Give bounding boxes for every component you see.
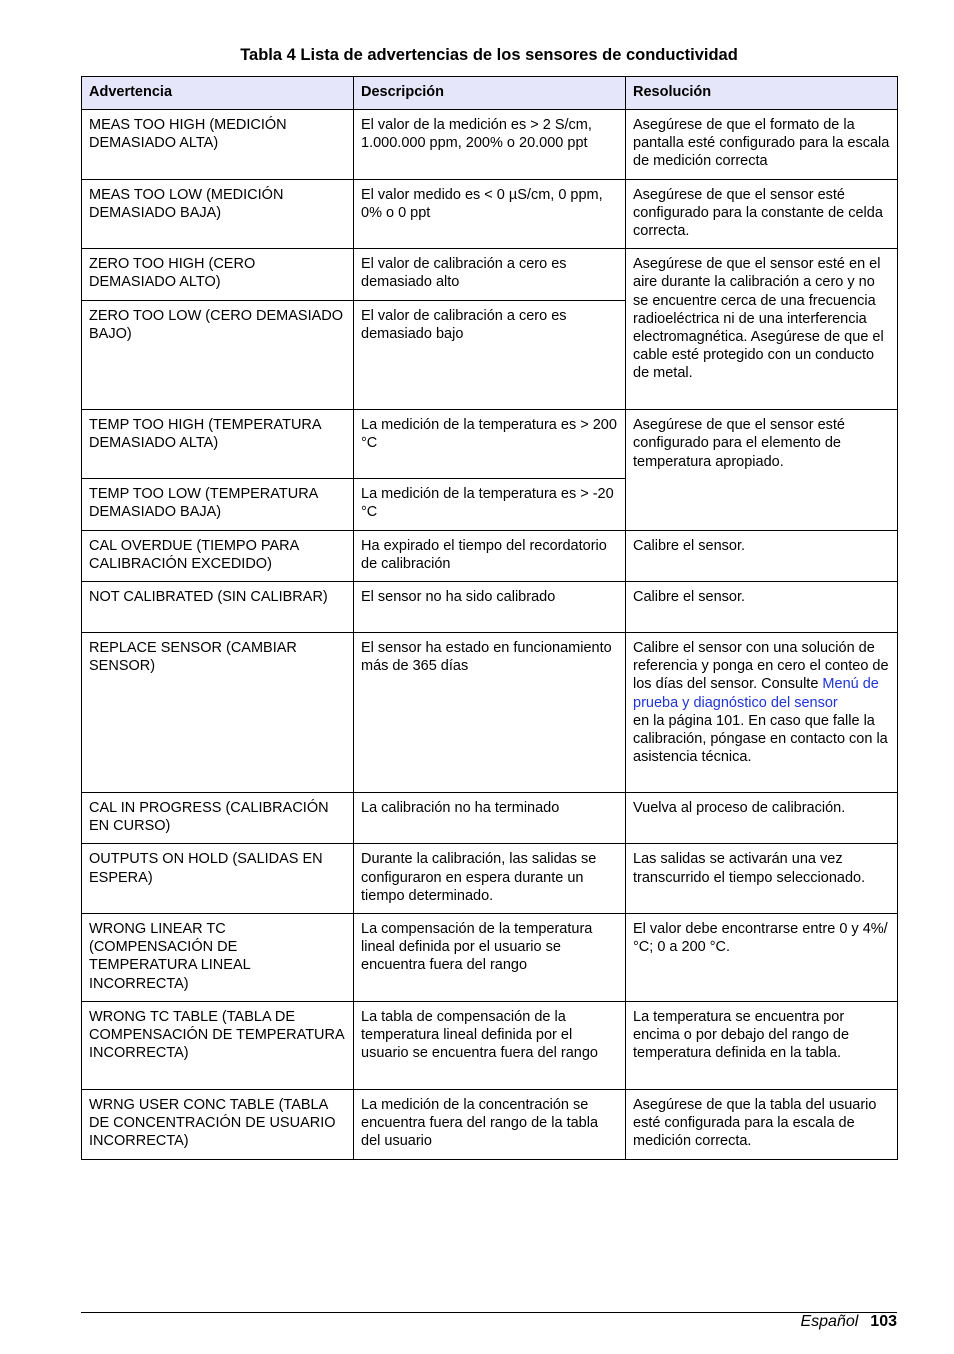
table-row <box>82 914 898 1002</box>
warning-cell: MEAS TOO HIGH (MEDICIÓN DEMASIADO ALTA) <box>82 110 354 180</box>
resolution-cell: Asegúrese de que el sensor esté configurado para la constante de celda correcta. <box>626 179 898 249</box>
column-header-resolution: Resolución <box>626 77 898 110</box>
resolution-cell: Calibre el sensor. <box>626 530 898 581</box>
table-row <box>82 410 898 479</box>
description-cell: La calibración no ha terminado <box>354 793 626 844</box>
warning-cell: CAL IN PROGRESS (CALIBRACIÓN EN CURSO) <box>82 793 354 844</box>
resolution-cell: Asegúrese de que el sensor esté en el aire durante la calibración a cero y no se encuentre cerca de una frecuencia radioeléctrica ni de una interferencia electromagnética. Asegúrese de que el cable esté protegido con un conducto de metal. <box>626 249 898 410</box>
warning-cell: REPLACE SENSOR (CAMBIAR SENSOR) <box>82 633 354 793</box>
table-row <box>82 249 898 301</box>
resolution-cell: Asegúrese de que el sensor esté configurado para el elemento de temperatura apropiado. <box>626 410 898 530</box>
resolution-cell <box>626 633 898 793</box>
description-cell: La compensación de la temperatura lineal definida por el usuario se encuentra fuera del rango <box>354 914 626 1002</box>
warning-cell: WRNG USER CONC TABLE (TABLA DE CONCENTRACIÓN DE USUARIO INCORRECTA) <box>82 1090 354 1160</box>
table-row <box>82 1090 898 1160</box>
warning-cell: TEMP TOO HIGH (TEMPERATURA DEMASIADO ALTA) <box>82 410 354 479</box>
description-cell: La medición de la temperatura es > -20 °C <box>354 479 626 530</box>
resolution-cell: Asegúrese de que el formato de la pantalla esté configurado para la escala de medición correcta <box>626 110 898 180</box>
table-row <box>82 633 898 793</box>
page-footer <box>81 1313 897 1331</box>
resolution-text: Calibre el sensor con una solución de referencia y ponga en cero el conteo de los días del sensor. Consulte <box>633 640 889 693</box>
footer-language: Español <box>800 1313 859 1330</box>
description-cell: Ha expirado el tiempo del recordatorio de calibración <box>354 530 626 581</box>
description-cell: El valor de calibración a cero es demasiado bajo <box>354 301 626 410</box>
warning-cell: MEAS TOO LOW (MEDICIÓN DEMASIADO BAJA) <box>82 179 354 249</box>
warning-cell: OUTPUTS ON HOLD (SALIDAS EN ESPERA) <box>82 844 354 914</box>
warning-cell: TEMP TOO LOW (TEMPERATURA DEMASIADO BAJA) <box>82 479 354 530</box>
column-header-warning: Advertencia <box>82 77 354 110</box>
description-cell: El sensor no ha sido calibrado <box>354 582 626 633</box>
description-cell: El valor medido es < 0 µS/cm, 0 ppm, 0% o 0 ppt <box>354 179 626 249</box>
table-row <box>82 179 898 249</box>
warning-cell: WRONG LINEAR TC (COMPENSACIÓN DE TEMPERATURA LINEAL INCORRECTA) <box>82 914 354 1002</box>
warnings-table <box>81 76 898 1160</box>
resolution-cell: Las salidas se activarán una vez transcurrido el tiempo seleccionado. <box>626 844 898 914</box>
table-header-row <box>82 77 898 110</box>
column-header-description: Descripción <box>354 77 626 110</box>
description-cell: El sensor ha estado en funcionamiento más de 365 días <box>354 633 626 793</box>
warning-cell: ZERO TOO LOW (CERO DEMASIADO BAJO) <box>82 301 354 410</box>
warning-cell: WRONG TC TABLE (TABLA DE COMPENSACIÓN DE TEMPERATURA INCORRECTA) <box>82 1002 354 1090</box>
resolution-cell: Vuelva al proceso de calibración. <box>626 793 898 844</box>
description-cell: La medición de la concentración se encuentra fuera del rango de la tabla del usuario <box>354 1090 626 1160</box>
warning-cell: ZERO TOO HIGH (CERO DEMASIADO ALTO) <box>82 249 354 301</box>
sensor-test-diagnostic-menu-link[interactable]: Menú de prueba y diagnóstico del sensor <box>633 676 879 711</box>
table-row <box>82 844 898 914</box>
table-row <box>82 110 898 180</box>
table-caption: Tabla 4 Lista de advertencias de los sensores de conductividad <box>240 46 738 64</box>
description-cell: El valor de calibración a cero es demasiado alto <box>354 249 626 301</box>
description-cell: La tabla de compensación de la temperatura lineal definida por el usuario se encuentra fuera del rango <box>354 1002 626 1090</box>
page-number: 103 <box>870 1313 897 1330</box>
description-cell: El valor de la medición es > 2 S/cm, 1.000.000 ppm, 200% o 20.000 ppt <box>354 110 626 180</box>
table-row <box>82 1002 898 1090</box>
resolution-cell: El valor debe encontrarse entre 0 y 4%/°C; 0 a 200 °C. <box>626 914 898 1002</box>
description-cell: Durante la calibración, las salidas se configuraron en espera durante un tiempo determinado. <box>354 844 626 914</box>
resolution-cell: Asegúrese de que la tabla del usuario esté configurada para la escala de medición correcta. <box>626 1090 898 1160</box>
table-row <box>82 582 898 633</box>
warning-cell: CAL OVERDUE (TIEMPO PARA CALIBRACIÓN EXCEDIDO) <box>82 530 354 581</box>
resolution-cell: La temperatura se encuentra por encima o por debajo del rango de temperatura definida en la tabla. <box>626 1002 898 1090</box>
resolution-text: en la página 101. En caso que falle la calibración, póngase en contacto con la asistencia técnica. <box>633 712 888 766</box>
warning-cell: NOT CALIBRATED (SIN CALIBRAR) <box>82 582 354 633</box>
description-cell: La medición de la temperatura es > 200 °C <box>354 410 626 479</box>
resolution-cell: Calibre el sensor. <box>626 582 898 633</box>
table-row <box>82 530 898 581</box>
table-row <box>82 793 898 844</box>
